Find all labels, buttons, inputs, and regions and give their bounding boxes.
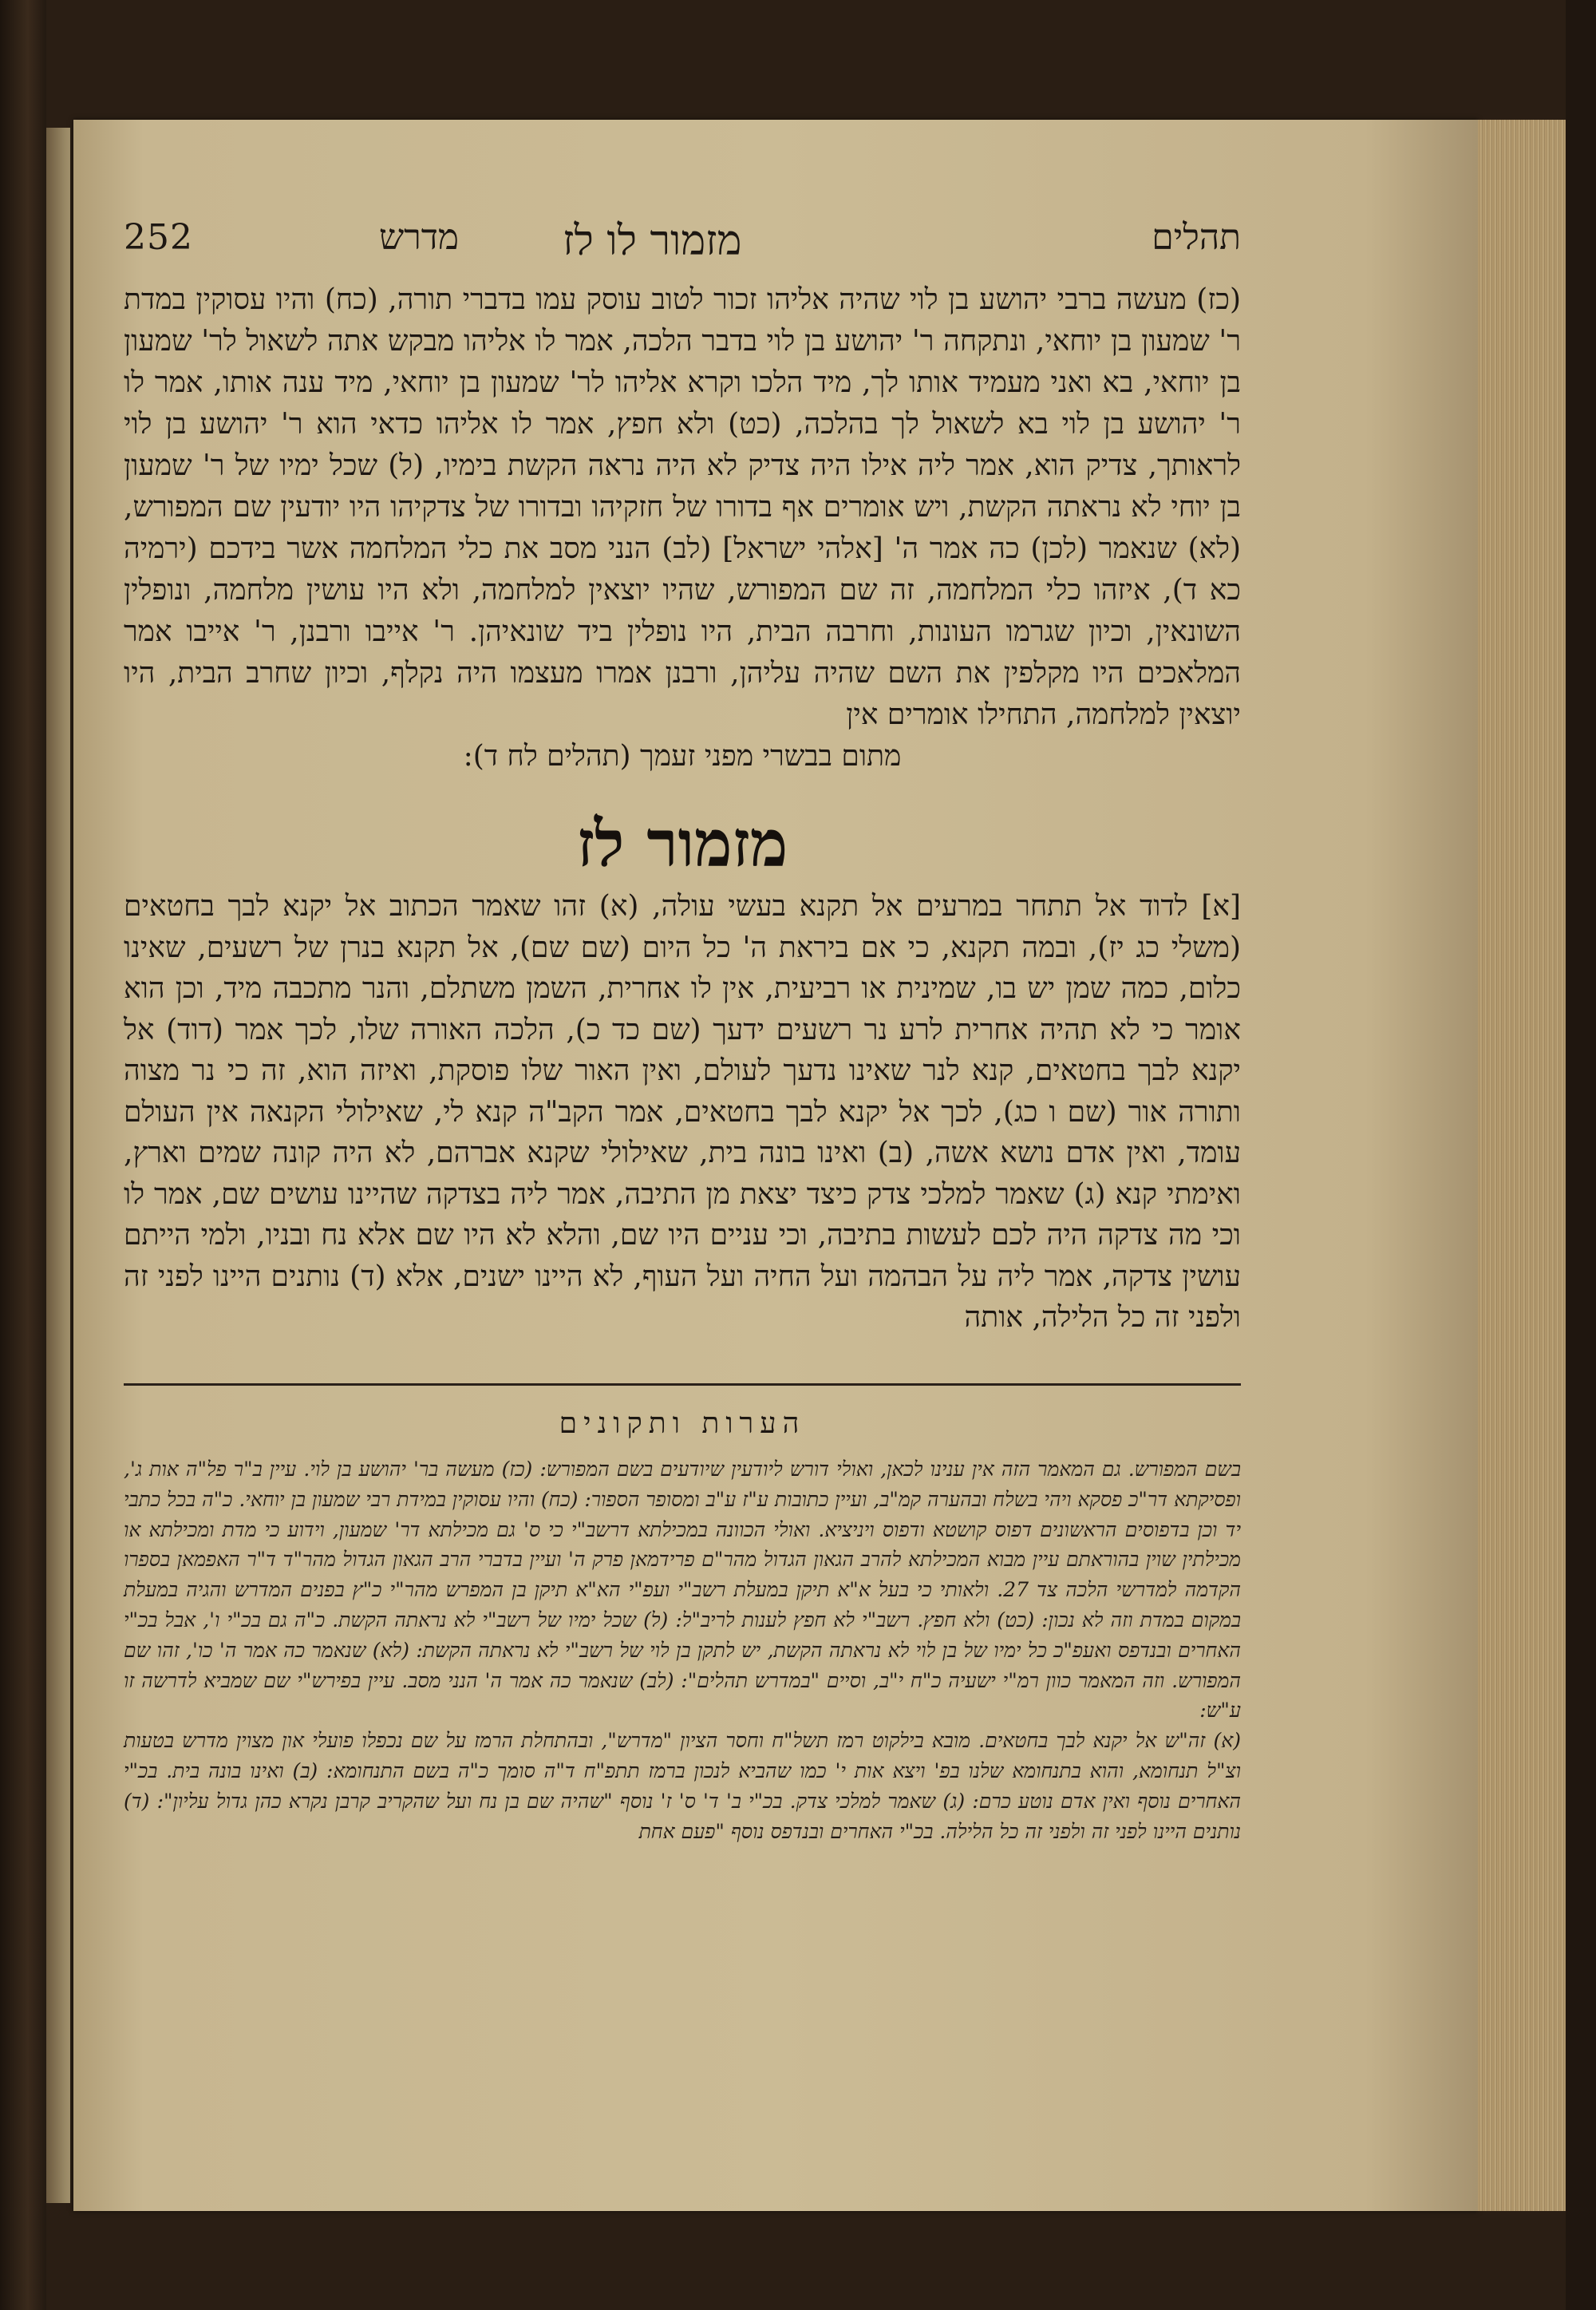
main-paragraph: (כז) מעשה ברבי יהושע בן לוי שהיה אליהו זכור לטוב עוסק עמו בדברי תורה, (כח) והיו עסוקין במדת ר' שמעון בן יוחאי, ונתקחה ר' יהושע בן לוי בדבר הלכה, אמר לו אליהו מבקש אתה לשאול לר' שמעון בן יוחאי, בא ואני מעמיד אותו לך, מיד הלכו וקרא אליהו לר' שמעון בן יוחאי, מיד ענה אותו, אמר לו ר' יהושע בן לוי בא לשאול לך בהלכה, (כט) ולא חפץ, אמר לו אליהו כדאי הוא ר' יהושע בן לוי לראותך, צדיק הוא, אמר ליה אילו היה צדיק לא היה נראה הקשת בימיו, (ל) שכל ימיו של ר' שמעון בן יוחי לא נראתה הקשת, ויש אומרים אף בדורו של חזקיהו ובדורו של צדקיהו היו יודעין שם המפורש, (לא) שנאמר (לכן) כה אמר ה' [אלהי ישראל] (לב) הנני מסב את כלי המלחמה אשר בידכם (ירמיה כא ד), איזהו כלי המלחמה, זה שם המפורש, שהיו יוצאין למלחמה, ולא היו עושין מלחמה, ונופלין השונאין, וכיון שגרמו העונות, וחרבה הבית, היו נופלין ביד שונאיהן. ר' אייבו ורבנן, ר' אייבו אמר המלאכים היו מקלפין את השם שהיה עליהן, ורבנן אמרו מעצמו היה נקלף, וכיון שחרב הבית, היו יוצאין למלחמה, התחילו אומרים אין [124, 283, 1242, 731]
header-book-right: תהלים [1152, 217, 1241, 258]
page-stack-edges [1478, 120, 1566, 2211]
page-number: 252 [124, 217, 193, 258]
book-cover-right [1566, 0, 1596, 2310]
notes-block [124, 1454, 1241, 1846]
section-paragraph: [א] לדוד אל תתחר במרעים אל תקנא בעשי עולה, (א) זהו שאמר הכתוב אל יקנא לבך בחטאים (משלי כג יז), ובמה תקנא, כי אם ביראת ה' כל היום (שם שם), אל תקנא בנרן של רשעים, שאינו כלום, כמה שמן יש בו, שמינית או רביעית, אין לו אחרית, השמן משתלם, והנר מתכבה מיד, וכן הוא אומר כי לא תהיה אחרית לרע נר רשעים ידעך (שם כד כ), הלכה האורה שלו, לכך אמר (דוד) אל יקנא לבך בחטאים, קנא לנר שאינו נדעך לעולם, ואין האור שלו פוסקת, ואיזה הוא, זה כי נר מצוה ותורה אור (שם ו כג), לכך אל יקנא לבך בחטאים, אמר הקב"ה קנא לי, שאילולי הקנאה אין העולם עומד, ואין אדם נושא אשה, (ב) ואינו בונה בית, שאילולי שקנא אברהם, לא היה קונה שמים וארץ, ואימתי קנא (ג) שאמר למלכי צדק כיצד יצאת מן התיבה, אמר ליה בצדקה שהיינו עושים שם, אמר לו וכי מה צדקה היה לכם לעשות בתיבה, וכי עניים היו שם, והלא לא היו שם אלא נח ובניו, ולמי הייתם עושין צדקה, אמר ליה על הבהמה ועל החיה ועל העוף, לא היינו ישנים, אלא (ד) נותנים היינו לפני זה ולפני זה כל הלילה, אותה [124, 890, 1241, 1334]
notes-title: הערות ותקונים [559, 1407, 806, 1440]
book-cover-left [0, 0, 46, 2310]
main-closing-line: מתום בבשרי מפני זעמך (תהלים לח ד): [463, 740, 902, 773]
header-psalm-title: מזמור לו לז [563, 217, 742, 265]
section-title: מזמור לז [576, 806, 788, 881]
running-header [124, 217, 1241, 265]
note-paragraph: (א) זה"ש אל יקנא לבך בחטאים. מובא בילקוט רמז תשל"ח וחסר הציון "מדרש", ובהתחלת הרמז על שם נכפלו פועלי און מצוין מדרש בטעות וצ"ל תנחומא, והוא בתנחומא שלנו בפ' ויצא אות י' כמו שהביא לנכון ברמז תתפ"ח ד"ה סומך כ"ה בשם התנחומא: (ב) ואינו בונה בית. בכ"י האחרים נוסף ואין אדם נוטע כרם: (ג) שאמר למלכי צדק. בכ"י ב' ד' ס' ז' נוסף "שהיה שם בן נח ועל שהקריב קרבן נקרא כהן גדול עליון": (ד) נותנים היינו לפני זה ולפני זה כל הלילה. בכ"י האחרים ובנדפס נוסף "פעם אחת [124, 1729, 1241, 1843]
footnote-divider [124, 1383, 1241, 1386]
note-paragraph: בשם המפורש. גם המאמר הזה אין ענינו לכאן, ואולי דורש ליודעין שיודעים בשם המפורש: (כז) מעשה בר' יהושע בן לוי. עיין ב"ר פל"ה אות ג', ופסיקתא דר"כ פסקא ויהי בשלח ובהערה קמ"ב, ועיין כתובות ע"ז ע"ב ומסופר הספור: (כח) והיו עסוקין במידת רבי שמעון בן יוחאי. כ"ה בכל כתבי יד וכן בדפוסים הראשונים דפוס קושטא ודפוס ויניציא. ואולי הכוונה במכילתא דרשב"י כי ס' גם מכילתא דר' שמעון, וידוע כי מדת ומכילתא או מכילתין שוין בהוראתם עיין מבוא המכילתא להרב הגאון הגדול מהר"ם פרידמאן פרק ה' ועיין בדברי הרב הגאון הגדול מהר"ד ד"ר האפמאן בספרו הקדמה למדרשי הלכה צד 27. ולאותי כי בעל א"א תיקן במעלת רשב"י ועפ"י הא"א תיקן בן המפרש מהר"י כ"ץ בפנים המדרש והגיה במעלת במקום במדת וזה לא נכון: (כט) ולא חפץ. רשב"י לא חפץ לענות לריב"ל: (ל) שכל ימיו של רשב"י לא נראתה הקשת. כ"ה גם בכ"י ו', אבל בכ"י האחרים ובנדפס ואעפ"כ כל ימיו של בן לוי לא נראתה הקשת, יש לתקן בן לוי של רשב"י לא נראתה הקשת: (לא) שנאמר כה אמר ה' כו', זהו שם המפורש. וזה המאמר כוון רמ"י ישעיה כ"ח י"ב, וסיים "במדרש תהלים": (לב) שנאמר כה אמר ה' הנני מסב. עיין בפירש"י שם שמביא לדרשה זו ע"ש: [124, 1458, 1241, 1723]
previous-page-edge [46, 128, 70, 2203]
main-text-block [124, 279, 1241, 777]
header-book-left: מדרש [379, 217, 460, 258]
